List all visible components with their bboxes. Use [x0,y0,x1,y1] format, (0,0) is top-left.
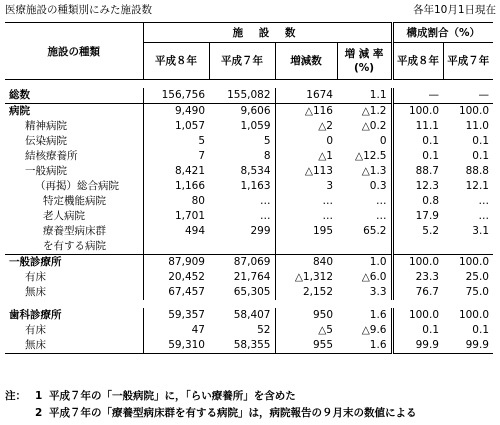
header-h7: 平成７年 [209,43,275,80]
cell-ratio-h8: 100.0 [392,254,443,270]
cell-rate: 1.1 [369,88,387,101]
cell-h7: 1,059 [240,119,271,132]
table-row [5,134,493,149]
row-name: 有床 [25,323,46,336]
footnote-number: 2 [35,407,43,419]
cell-diff: 195 [275,224,337,239]
cell-ratio-h8: 12.3 [392,179,443,194]
row-name: 伝染病院 [25,134,67,147]
date-note: 各年10月1日現在 [412,4,496,16]
header-ratio-h8: 平成８年 [392,43,443,80]
footnote-text: 平成７年の「療養型病床群を有する病院」は，病院報告の９月末の数値による [49,407,417,419]
cell-h8: 20,452 [143,270,209,285]
cell-ratio-h7: 100.0 [443,254,493,270]
cell-ratio-h7: 0.1 [472,323,489,336]
table-row [5,239,493,255]
cell-h8: 7 [143,149,209,164]
table-row [5,164,493,179]
cell-h7: 21,764 [233,270,271,283]
cell-h7: 87,069 [209,254,275,270]
cell-ratio-h7: 99.9 [443,338,493,354]
row-name: 無床 [5,338,143,354]
cell-diff: … [275,194,337,209]
row-name: を有する病院 [43,239,106,252]
cell-h8: 1,701 [143,209,209,224]
cell-ratio-h7: 12.1 [465,179,489,192]
table-row [5,103,493,119]
cell-ratio-h7: 3.1 [472,224,489,237]
row-name: 一般診療所 [5,254,143,270]
cell-h7: 58,407 [233,308,271,321]
cell-rate: △6.0 [361,270,387,283]
table-row [5,308,493,323]
cell-ratio-h8: 0.1 [392,134,443,149]
cell-h8: 494 [143,224,209,239]
cell-ratio-h8: 0.1 [392,149,443,164]
header-facility-type: 施設の種類 [5,23,143,80]
table-row [5,285,493,300]
header-composition-ratio: 構成割合（%） [392,23,493,43]
cell-diff: 955 [275,338,337,354]
row-name: 特定機能病院 [43,194,106,207]
cell-diff: 1674 [275,88,337,104]
cell-h8: 67,457 [143,285,209,300]
cell-diff: 2,152 [275,285,337,300]
header-ratio-h7: 平成７年 [443,43,493,80]
table-row [5,224,493,239]
table-row [5,209,493,224]
footnote-number: 1 [35,390,43,402]
cell-ratio-h8: 5.2 [392,224,443,239]
cell-ratio-h8: 11.1 [392,119,443,134]
cell-rate: 65.2 [363,224,387,237]
row-name: 療養型病床群 [43,224,106,237]
row-name: 病院 [5,103,143,119]
row-name: 無床 [25,285,46,298]
cell-diff: △1 [275,149,337,164]
cell-ratio-h7: 11.0 [465,119,489,132]
cell-ratio-h8: 17.9 [392,209,443,224]
cell-ratio-h7: 100.0 [458,308,489,321]
cell-ratio-h8: 76.7 [392,285,443,300]
cell-h8: 8,421 [143,164,209,179]
cell-rate: 3.3 [369,285,387,298]
cell-ratio-h8: 23.3 [392,270,443,285]
table-row [5,338,493,354]
cell-h8: 1,166 [143,179,209,194]
cell-h7: 65,305 [233,285,271,298]
table-row [5,88,493,104]
row-name: 歯科診療所 [9,308,62,321]
cell-h7: 9,606 [209,103,275,119]
footnote-label: 注： [5,390,26,402]
table-row [5,119,493,134]
row-name: 一般病院 [25,164,67,177]
cell-rate: 1.0 [337,254,392,270]
cell-diff: 950 [275,308,337,323]
cell-h7: 5 [263,134,271,147]
cell-h8: 9,490 [143,103,209,119]
cell-ratio-h8: — [392,88,443,104]
cell-rate: △1.2 [337,103,392,119]
table-row [5,179,493,194]
cell-h7: 155,082 [227,88,271,101]
cell-h8: 5 [143,134,209,149]
cell-rate: △12.5 [355,149,387,162]
cell-ratio-h8: 99.9 [392,338,443,354]
cell-rate: 1.6 [369,308,387,321]
cell-ratio-h8: 0.8 [392,194,443,209]
cell-h8: 1,057 [143,119,209,134]
header-h8: 平成８年 [143,43,209,80]
cell-diff: △116 [275,103,337,119]
cell-rate: 1.6 [337,338,392,354]
header-rate [337,43,392,80]
cell-diff: △2 [275,119,337,134]
row-name: （再掲）総合病院 [35,179,119,192]
cell-ratio-h7: 25.0 [465,270,489,283]
cell-ratio-h8: 88.7 [392,164,443,179]
row-name: 総数 [9,88,30,101]
table-caption: 医療施設の種類別にみた施設数 [5,4,152,16]
cell-h8: 87,909 [143,254,209,270]
cell-h8: 47 [143,323,209,338]
cell-diff: △1,312 [275,270,337,285]
cell-ratio-h7: 75.0 [465,285,489,298]
cell-ratio-h7: 88.8 [465,164,489,177]
cell-h7: 1,163 [240,179,271,192]
table-row [5,254,493,270]
cell-h8: 156,756 [143,88,209,104]
cell-h7: 58,355 [209,338,275,354]
footnote-2 [5,405,417,422]
row-name: 有床 [25,270,46,283]
cell-ratio-h7: 0.1 [472,134,489,147]
row-name: 精神病院 [25,119,67,132]
table-row [5,149,493,164]
cell-rate: … [376,194,387,207]
cell-diff: 0 [275,134,337,149]
cell-h7: 8 [263,149,271,162]
table-row [5,270,493,285]
cell-diff: △5 [275,323,337,338]
cell-h7: 8,534 [240,164,271,177]
cell-rate: 0 [379,134,387,147]
cell-rate: △0.2 [361,119,387,132]
row-name: 結核療養所 [25,149,78,162]
cell-rate: △1.3 [361,164,387,177]
header-facility-count: 施 設 数 [143,23,392,43]
cell-rate: 0.3 [369,179,387,192]
table-row [5,323,493,338]
footnote-text: 平成７年の「一般病院」に，「らい療養所」を含めた [49,390,296,402]
cell-diff: … [275,209,337,224]
cell-ratio-h8: 100.0 [392,103,443,119]
row-name: 老人病院 [43,209,85,222]
cell-ratio-h7: — [478,88,489,101]
facility-table [5,22,493,354]
cell-ratio-h7: … [478,194,489,207]
cell-h8: 59,310 [143,338,209,354]
cell-diff: △113 [275,164,337,179]
cell-diff: 3 [275,179,337,194]
cell-ratio-h8: 100.0 [392,308,443,323]
header-diff: 増減数 [275,43,337,80]
cell-rate: … [376,209,387,222]
cell-ratio-h7: 100.0 [443,103,493,119]
footnotes [5,388,417,422]
cell-h7: 52 [257,323,271,336]
cell-ratio-h7: … [478,209,489,222]
cell-h7: … [260,194,271,207]
cell-h7: … [260,209,271,222]
cell-h8: 59,357 [143,308,209,323]
header-rate-line1: 増 減 率 [344,48,384,60]
cell-ratio-h8: 0.1 [392,323,443,338]
cell-diff: 840 [275,254,337,270]
cell-h7: 299 [250,224,271,237]
cell-h8: 80 [143,194,209,209]
footnote-1 [5,388,417,405]
table-row [5,194,493,209]
cell-rate: △9.6 [361,323,387,336]
header-rate-line2: (%) [353,62,375,74]
cell-ratio-h7: 0.1 [472,149,489,162]
